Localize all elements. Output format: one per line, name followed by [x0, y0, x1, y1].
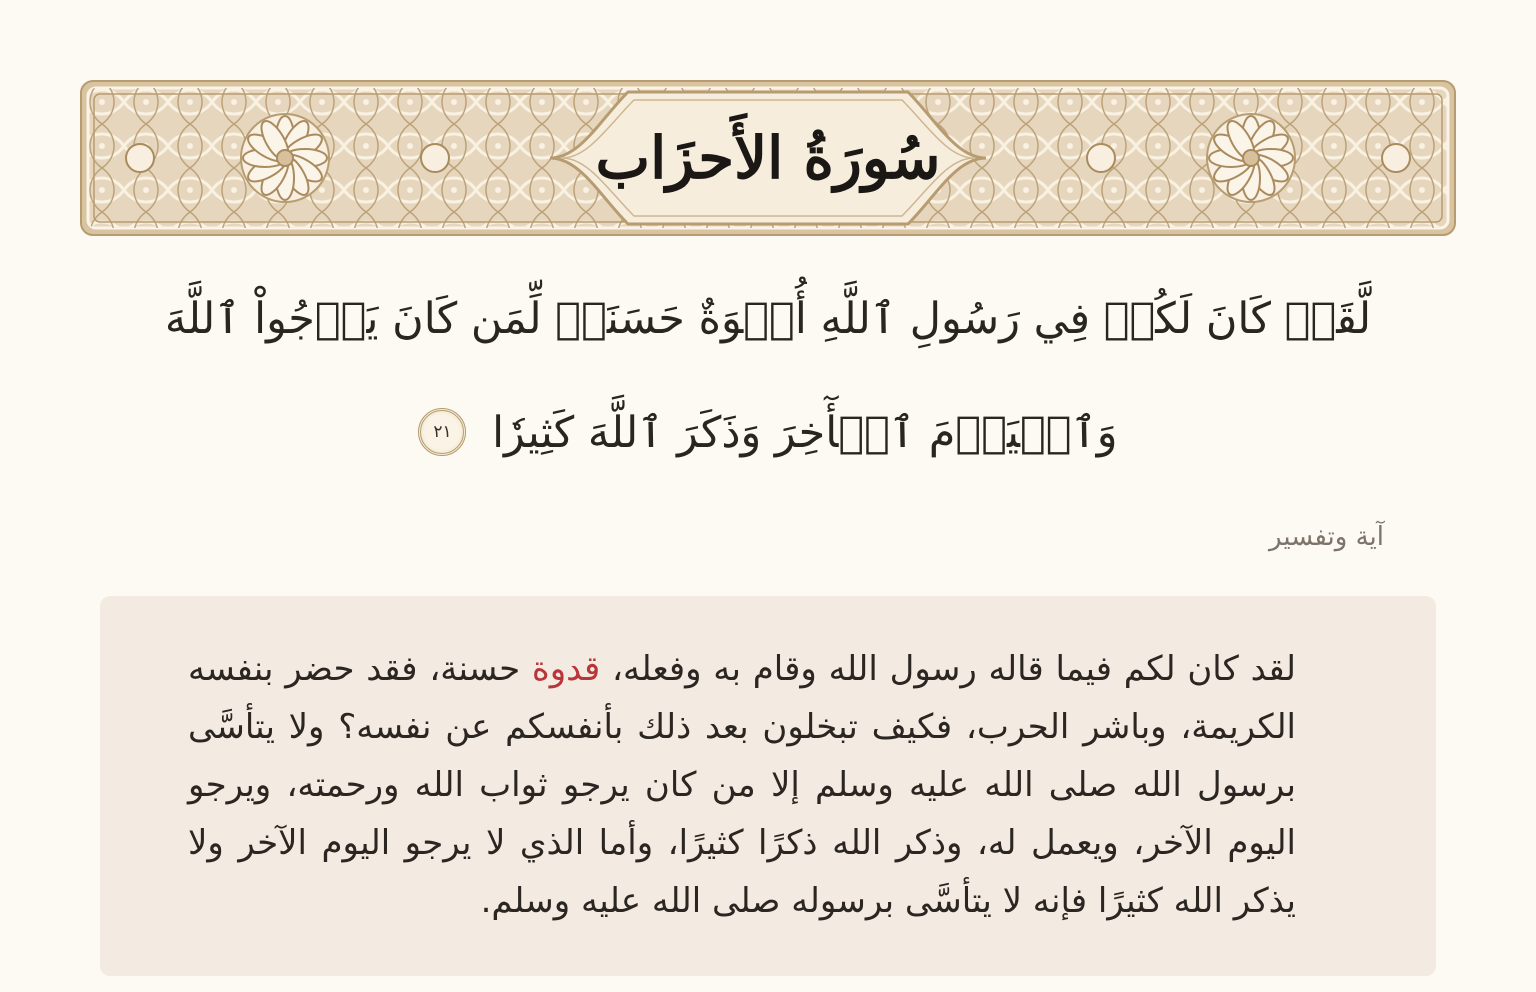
surah-title: سُورَةُ الأَحزَاب — [595, 124, 941, 192]
tafsir-text — [188, 640, 1296, 930]
section-label: آية وتفسير — [1269, 522, 1384, 552]
tafsir-text-before: لقد كان لكم فيما قاله رسول الله وقام به وفعله، — [600, 649, 1296, 689]
ayah-text: لَّقَدۡ كَانَ لَكُمۡ فِي رَسُولِ ٱللَّهِ أُسۡوَةٌ حَسَنَةٞ لِّمَن كَانَ يَرۡجُواْ ٱللَّهَ وَٱلۡيَوۡمَ ٱلۡأٓخِرَ وَذَكَرَ ٱللَّهَ كَثِيرٗا — [164, 294, 1372, 458]
ayah-block — [100, 262, 1436, 490]
ayah-number-badge: ٢١ — [418, 408, 466, 456]
tafsir-highlight: قدوة — [531, 649, 601, 689]
tafsir-card — [100, 596, 1436, 976]
tafsir-text-after: حسنة، فقد حضر بنفسه الكريمة، وباشر الحرب، فكيف تبخلون بعد ذلك بأنفسكم عن نفسه؟ ولا يتأسَّى برسول الله صلى الله عليه وسلم إلا من كان يرجو ثواب الله ورحمته، ويرجو اليوم الآخر، ويعمل له، وذكر الله ذكرًا كثيرًا، وأما الذي لا يرجو اليوم الآخر ولا يذكر الله كثيرًا فإنه لا يتأسَّى برسوله صلى الله عليه وسلم. — [188, 649, 1296, 921]
surah-banner — [80, 80, 1456, 236]
